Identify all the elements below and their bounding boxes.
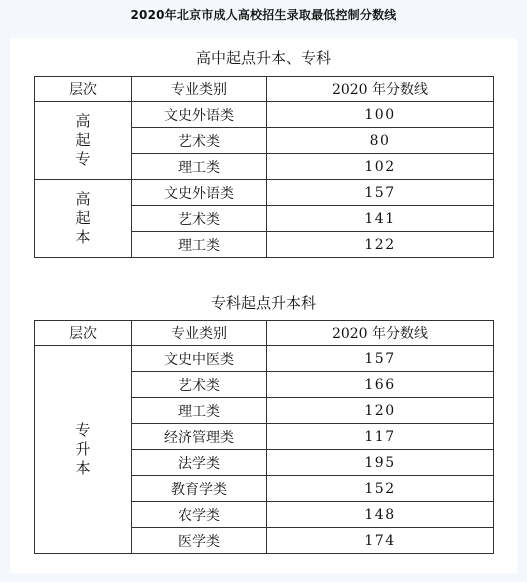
score-cell: 141 (267, 206, 494, 232)
category-cell: 理工类 (132, 232, 267, 258)
column-header: 专业类别 (132, 77, 267, 102)
table-row (35, 346, 494, 372)
level-label: 专升本 (75, 421, 91, 477)
category-cell: 农学类 (132, 502, 267, 528)
category-cell: 艺术类 (132, 128, 267, 154)
score-cell: 100 (267, 102, 494, 128)
score-cell: 117 (267, 424, 494, 450)
level-label: 高起专 (75, 112, 91, 168)
section-title-2: 专科起点升本科 (210, 294, 316, 312)
level-cell (35, 180, 132, 258)
category-cell: 理工类 (132, 398, 267, 424)
level-cell (35, 102, 132, 180)
score-cell: 120 (267, 398, 494, 424)
score-cell: 152 (267, 476, 494, 502)
section-title-1: 高中起点升本、专科 (195, 49, 331, 67)
column-header: 层次 (35, 77, 132, 102)
score-cell: 80 (267, 128, 494, 154)
score-cell: 166 (267, 372, 494, 398)
score-cell: 174 (267, 528, 494, 554)
category-cell: 法学类 (132, 450, 267, 476)
table-row (35, 102, 494, 128)
page-title: 2020年北京市成人高校招生录取最低控制分数线 (130, 8, 397, 22)
table-header-row (35, 321, 494, 346)
score-table-1 (34, 76, 494, 258)
category-cell: 理工类 (132, 154, 267, 180)
category-cell: 艺术类 (132, 206, 267, 232)
column-header: 专业类别 (132, 321, 267, 346)
column-header: 2020 年分数线 (267, 321, 494, 346)
table-header-row (35, 77, 494, 102)
score-table-2 (34, 320, 494, 554)
column-header: 层次 (35, 321, 132, 346)
score-cell: 195 (267, 450, 494, 476)
score-cell: 148 (267, 502, 494, 528)
level-label: 高起本 (75, 190, 91, 246)
score-cell: 122 (267, 232, 494, 258)
score-cell: 157 (267, 180, 494, 206)
column-header: 2020 年分数线 (267, 77, 494, 102)
category-cell: 艺术类 (132, 372, 267, 398)
category-cell: 文史中医类 (132, 346, 267, 372)
category-cell: 文史外语类 (132, 180, 267, 206)
category-cell: 教育学类 (132, 476, 267, 502)
category-cell: 医学类 (132, 528, 267, 554)
score-cell: 102 (267, 154, 494, 180)
category-cell: 文史外语类 (132, 102, 267, 128)
score-cell: 157 (267, 346, 494, 372)
level-cell (35, 346, 132, 554)
category-cell: 经济管理类 (132, 424, 267, 450)
table-row (35, 180, 494, 206)
